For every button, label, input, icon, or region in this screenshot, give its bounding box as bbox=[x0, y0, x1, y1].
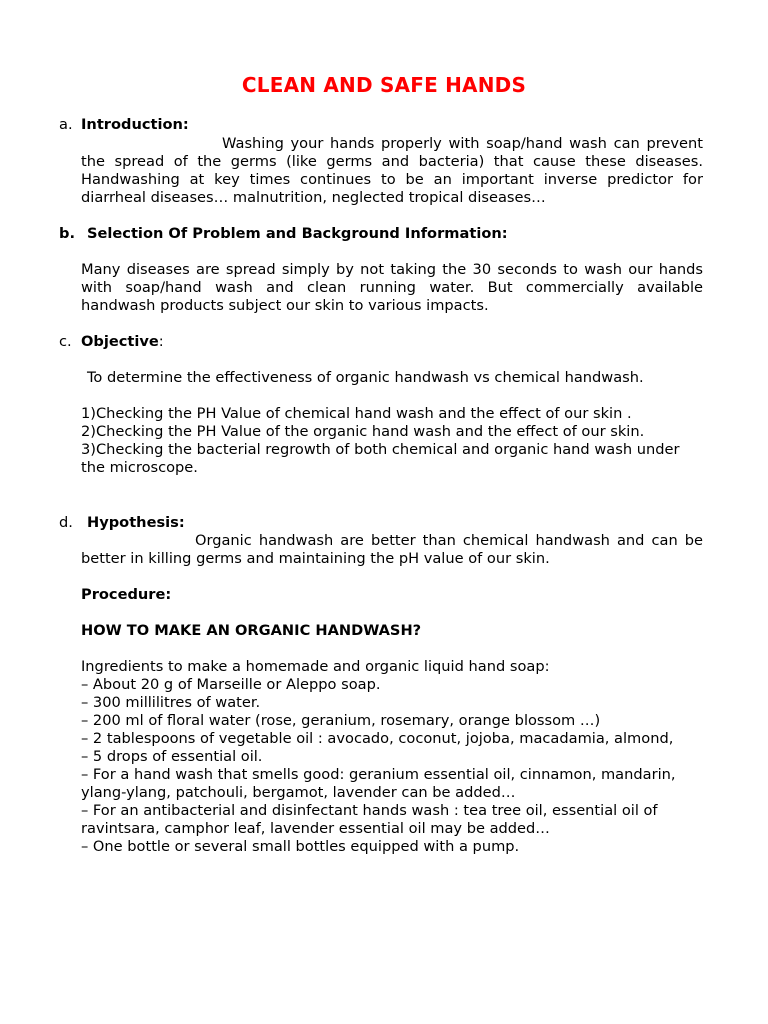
ingredient-item: – About 20 g of Marseille or Aleppo soap. bbox=[81, 676, 381, 693]
objective-heading: Objective bbox=[81, 333, 159, 350]
selection-line-2: with soap/hand wash and clean running water. But commercially available bbox=[81, 279, 703, 296]
hypothesis-line-2: better in killing germs and maintaining the pH value of our skin. bbox=[81, 550, 550, 567]
intro-line-2: the spread of the germs (like germs and bacteria) that cause these diseases. bbox=[81, 153, 703, 170]
selection-marker: b. bbox=[59, 225, 75, 242]
ingredient-item: – 2 tablespoons of vegetable oil : avocado, coconut, jojoba, macadamia, almond, bbox=[81, 730, 674, 747]
objective-heading-row bbox=[81, 333, 703, 351]
ingredient-item: – 5 drops of essential oil. bbox=[81, 748, 263, 765]
hypothesis-marker: d. bbox=[59, 514, 73, 531]
selection-line-3: handwash products subject our skin to various impacts. bbox=[81, 297, 489, 314]
ingredient-item: – One bottle or several small bottles equipped with a pump. bbox=[81, 838, 520, 855]
intro-line-3: Handwashing at key times continues to be an important inverse predictor for bbox=[81, 171, 703, 188]
ingredient-item: – 200 ml of floral water (rose, geranium, rosemary, orange blossom …) bbox=[81, 712, 601, 729]
ingredient-item-cont: ylang-ylang, patchouli, bergamot, lavender can be added… bbox=[81, 784, 516, 801]
objective-statement: To determine the effectiveness of organic handwash vs chemical handwash. bbox=[87, 369, 644, 386]
hypothesis-heading: Hypothesis: bbox=[87, 514, 185, 531]
ingredient-item: – 300 millilitres of water. bbox=[81, 694, 261, 711]
selection-heading: Selection Of Problem and Background Information: bbox=[87, 225, 508, 242]
objective-item-3: 3)Checking the bacterial regrowth of both chemical and organic hand wash under bbox=[81, 441, 680, 458]
objective-item-1: 1)Checking the PH Value of chemical hand wash and the effect of our skin . bbox=[81, 405, 632, 422]
hypothesis-line-1: Organic handwash are better than chemical handwash and can be bbox=[195, 532, 703, 549]
procedure-heading: Procedure: bbox=[81, 586, 172, 603]
intro-line-1: Washing your hands properly with soap/hand wash can prevent bbox=[222, 135, 703, 152]
objective-colon: : bbox=[158, 333, 164, 350]
intro-line-4: diarrheal diseases… malnutrition, neglected tropical diseases… bbox=[81, 189, 546, 206]
procedure-subheading: HOW TO MAKE AN ORGANIC HANDWASH? bbox=[81, 622, 422, 639]
objective-item-3-cont: the microscope. bbox=[81, 459, 198, 476]
ingredient-item: – For an antibacterial and disinfectant hands wash : tea tree oil, essential oil of bbox=[81, 802, 658, 819]
page-title: CLEAN AND SAFE HANDS bbox=[241, 73, 527, 97]
objective-marker: c. bbox=[59, 333, 72, 350]
ingredients-intro: Ingredients to make a homemade and organic liquid hand soap: bbox=[81, 658, 550, 675]
objective-item-2: 2)Checking the PH Value of the organic hand wash and the effect of our skin. bbox=[81, 423, 645, 440]
selection-line-1: Many diseases are spread simply by not taking the 30 seconds to wash our hands bbox=[81, 261, 703, 278]
ingredient-item-cont: ravintsara, camphor leaf, lavender essential oil may be added… bbox=[81, 820, 550, 837]
intro-marker: a. bbox=[59, 116, 73, 133]
ingredient-item: – For a hand wash that smells good: geranium essential oil, cinnamon, mandarin, bbox=[81, 766, 676, 783]
intro-heading: Introduction: bbox=[81, 116, 189, 133]
